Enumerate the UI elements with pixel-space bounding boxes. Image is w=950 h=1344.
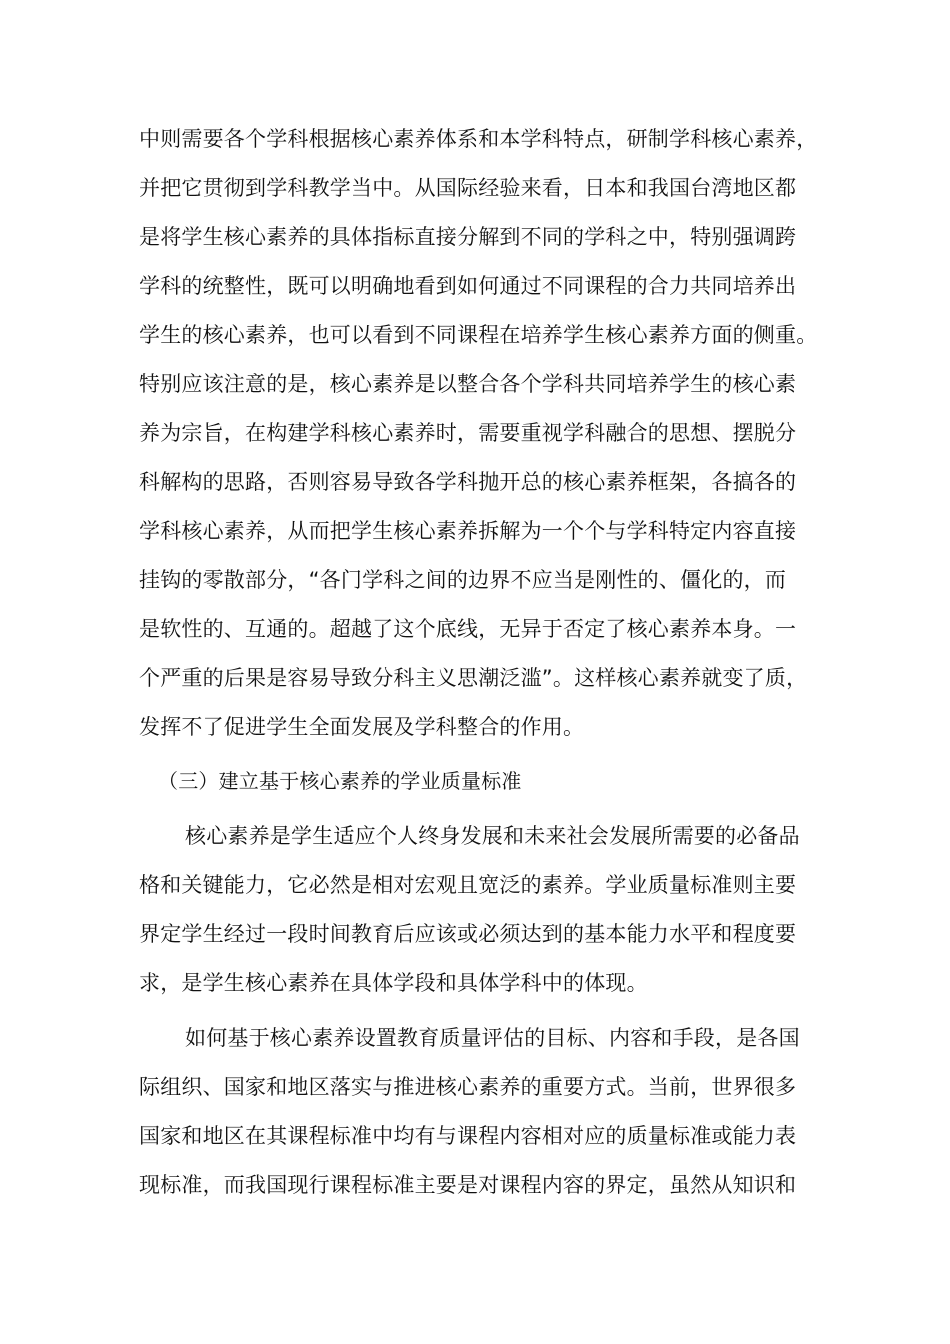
paragraph-line: 求，是学生核心素养在具体学段和具体学科中的体现。 [139,971,648,995]
paragraph-line: 际组织、国家和地区落实与推进核心素养的重要方式。当前，世界很多 [139,1075,797,1099]
paragraph-line: 个严重的后果是容易导致分科主义思潮泛滥”。这样核心素养就变了质， [139,666,808,690]
paragraph-line: 科解构的思路，否则容易导致各学科抛开总的核心素养框架，各搞各的 [139,470,797,494]
paragraph-line: 中则需要各个学科根据核心素养体系和本学科特点，研制学科核心素养， [139,127,818,151]
paragraph-line: 如何基于核心素养设置教育质量评估的目标、内容和手段，是各国 [185,1026,800,1050]
paragraph-line: 学科的统整性，既可以明确地看到如何通过不同课程的合力共同培养出 [139,274,797,298]
paragraph-line: 界定学生经过一段时间教育后应该或必须达到的基本能力水平和程度要 [139,922,797,946]
paragraph-line: 现标准，而我国现行课程标准主要是对课程内容的界定，虽然从知识和 [139,1173,797,1197]
paragraph-line: 并把它贯彻到学科教学当中。从国际经验来看，日本和我国台湾地区都 [139,176,797,200]
paragraph-line: 是软性的、互通的。超越了这个底线，无异于否定了核心素养本身。一 [139,617,797,641]
paragraph-line: 学科核心素养，从而把学生核心素养拆解为一个个与学科特定内容直接 [139,519,797,543]
paragraph-line: 格和关键能力，它必然是相对宏观且宽泛的素养。学业质量标准则主要 [139,873,797,897]
paragraph-line: 养为宗旨，在构建学科核心素养时，需要重视学科融合的思想、摆脱分 [139,421,797,445]
paragraph-line: 是将学生核心素养的具体指标直接分解到不同的学科之中，特别强调跨 [139,225,797,249]
paragraph-line: 发挥不了促进学生全面发展及学科整合的作用。 [139,715,585,739]
paragraph-line: 挂钩的零散部分，“各门学科之间的边界不应当是刚性的、僵化的，而 [139,568,787,592]
section-heading: （三）建立基于核心素养的学业质量标准 [158,769,522,793]
paragraph-line: 国家和地区在其课程标准中均有与课程内容相对应的质量标准或能力表 [139,1124,797,1148]
paragraph-line: 特别应该注意的是，核心素养是以整合各个学科共同培养学生的核心素 [139,372,797,396]
paragraph-line: 核心素养是学生适应个人终身发展和未来社会发展所需要的必备品 [185,824,800,848]
paragraph-line: 学生的核心素养，也可以看到不同课程在培养学生核心素养方面的侧重。 [139,323,818,347]
